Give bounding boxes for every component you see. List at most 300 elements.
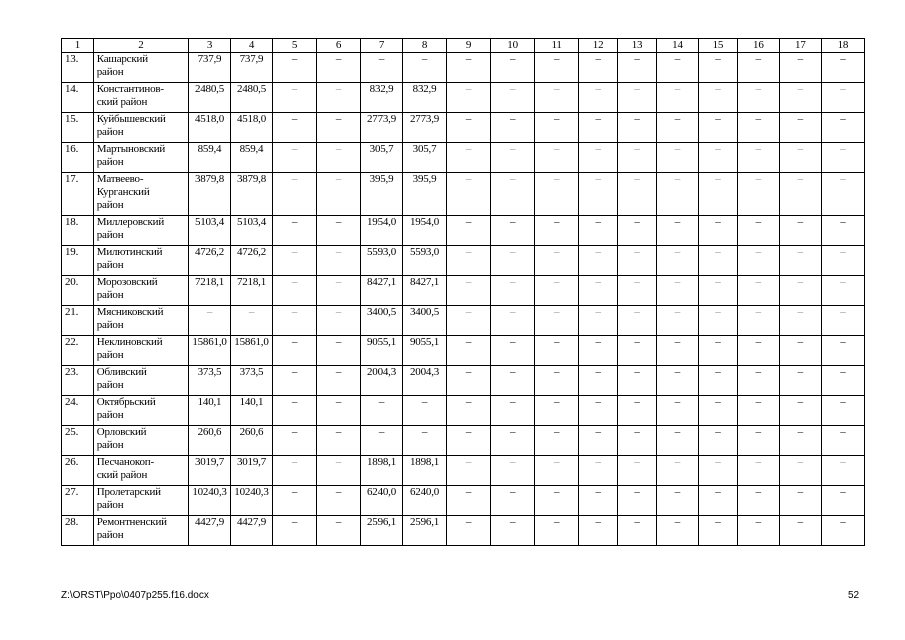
table-row	[62, 216, 865, 246]
value-cell: –	[656, 113, 698, 143]
value-cell: –	[737, 53, 779, 83]
value-cell: –	[272, 143, 316, 173]
value-cell: –	[272, 396, 316, 426]
district-name-line: ский район	[96, 96, 148, 108]
value-cell: 832,9	[361, 83, 403, 113]
row-number: 20.	[62, 276, 94, 306]
value-cell: –	[821, 113, 864, 143]
value-cell: 10240,3	[189, 486, 231, 516]
header-cell: 1	[62, 39, 94, 53]
value-cell: –	[821, 216, 864, 246]
header-cell: 6	[317, 39, 361, 53]
value-cell: –	[821, 306, 864, 336]
value-cell: –	[491, 246, 535, 276]
value-cell: 737,9	[189, 53, 231, 83]
value-cell: –	[272, 336, 316, 366]
district-name-line: район	[96, 126, 124, 138]
value-cell: –	[618, 173, 657, 216]
value-cell: –	[579, 366, 618, 396]
value-cell: –	[447, 173, 491, 216]
value-cell: 140,1	[189, 396, 231, 426]
value-cell: 260,6	[230, 426, 272, 456]
value-cell: 305,7	[361, 143, 403, 173]
value-cell: –	[535, 83, 579, 113]
district-name-line: Матвеево-	[96, 173, 144, 185]
value-cell: –	[618, 216, 657, 246]
value-cell: –	[698, 83, 737, 113]
value-cell: –	[779, 516, 821, 546]
table-row	[62, 276, 865, 306]
value-cell: 2004,3	[361, 366, 403, 396]
value-cell: –	[737, 336, 779, 366]
value-cell: –	[447, 456, 491, 486]
value-cell: 3879,8	[189, 173, 231, 216]
table-row	[62, 396, 865, 426]
value-cell: 1898,1	[361, 456, 403, 486]
district-name-line: Неклиновский	[96, 336, 163, 348]
district-name	[93, 246, 188, 276]
value-cell: –	[656, 173, 698, 216]
row-number: 13.	[62, 53, 94, 83]
value-cell: –	[491, 516, 535, 546]
value-cell: –	[821, 486, 864, 516]
district-name-line: район	[96, 156, 124, 168]
value-cell: –	[618, 486, 657, 516]
value-cell: –	[656, 143, 698, 173]
value-cell: –	[272, 173, 316, 216]
value-cell: –	[698, 143, 737, 173]
table-row	[62, 83, 865, 113]
value-cell: 10240,3	[230, 486, 272, 516]
value-cell: –	[272, 83, 316, 113]
value-cell: 15861,0	[230, 336, 272, 366]
district-name-line: Константинов-	[96, 83, 164, 95]
table-row	[62, 486, 865, 516]
value-cell: –	[535, 173, 579, 216]
value-cell: –	[579, 276, 618, 306]
value-cell: –	[618, 456, 657, 486]
header-cell: 12	[579, 39, 618, 53]
value-cell: –	[403, 396, 447, 426]
value-cell: –	[317, 143, 361, 173]
district-name-line: район	[96, 229, 124, 241]
district-name-line: Октябрьский	[96, 396, 156, 408]
value-cell: –	[698, 173, 737, 216]
table-row	[62, 336, 865, 366]
district-name	[93, 486, 188, 516]
value-cell: –	[272, 216, 316, 246]
value-cell: –	[698, 306, 737, 336]
value-cell: 3019,7	[230, 456, 272, 486]
value-cell: –	[447, 396, 491, 426]
value-cell: –	[821, 53, 864, 83]
value-cell: –	[535, 306, 579, 336]
header-cell: 18	[821, 39, 864, 53]
row-number: 25.	[62, 426, 94, 456]
value-cell: –	[656, 53, 698, 83]
value-cell: –	[821, 83, 864, 113]
district-name-line: Орловский	[96, 426, 147, 438]
value-cell: –	[535, 276, 579, 306]
value-cell: 373,5	[230, 366, 272, 396]
value-cell: –	[779, 83, 821, 113]
district-name-line: район	[96, 319, 124, 331]
value-cell: –	[618, 336, 657, 366]
district-name-line: район	[96, 349, 124, 361]
value-cell: –	[698, 426, 737, 456]
value-cell: –	[491, 83, 535, 113]
value-cell: –	[272, 113, 316, 143]
value-cell: 6240,0	[403, 486, 447, 516]
value-cell: 1954,0	[361, 216, 403, 246]
value-cell: –	[618, 516, 657, 546]
value-cell: 1954,0	[403, 216, 447, 246]
value-cell: –	[698, 113, 737, 143]
value-cell: 5103,4	[230, 216, 272, 246]
value-cell: 4518,0	[189, 113, 231, 143]
value-cell: –	[737, 486, 779, 516]
value-cell: –	[272, 276, 316, 306]
district-name	[93, 276, 188, 306]
value-cell: –	[779, 113, 821, 143]
value-cell: –	[579, 113, 618, 143]
value-cell: –	[491, 336, 535, 366]
value-cell: –	[698, 396, 737, 426]
value-cell: –	[361, 396, 403, 426]
value-cell: –	[535, 516, 579, 546]
district-name-line: Кашарский	[96, 53, 148, 65]
value-cell: –	[447, 113, 491, 143]
row-number: 16.	[62, 143, 94, 173]
header-cell: 17	[779, 39, 821, 53]
district-name-line: Милютинский	[96, 246, 163, 258]
value-cell: 2596,1	[403, 516, 447, 546]
district-name-line: ский район	[96, 469, 148, 481]
value-cell: –	[821, 143, 864, 173]
district-name	[93, 426, 188, 456]
value-cell: 9055,1	[403, 336, 447, 366]
value-cell: –	[579, 426, 618, 456]
value-cell: –	[272, 516, 316, 546]
value-cell: –	[491, 306, 535, 336]
value-cell: –	[698, 276, 737, 306]
value-cell: –	[618, 396, 657, 426]
value-cell: –	[737, 516, 779, 546]
value-cell: –	[317, 456, 361, 486]
value-cell: –	[737, 426, 779, 456]
table-row	[62, 306, 865, 336]
value-cell: –	[737, 83, 779, 113]
value-cell: –	[618, 53, 657, 83]
value-cell: –	[737, 366, 779, 396]
value-cell: 260,6	[189, 426, 231, 456]
value-cell: –	[491, 216, 535, 246]
value-cell: 8427,1	[361, 276, 403, 306]
header-cell: 8	[403, 39, 447, 53]
district-name-line: Куйбышевский	[96, 113, 166, 125]
value-cell: –	[579, 216, 618, 246]
value-cell: –	[535, 113, 579, 143]
header-cell: 9	[447, 39, 491, 53]
district-name	[93, 336, 188, 366]
value-cell: –	[535, 486, 579, 516]
row-number: 24.	[62, 396, 94, 426]
value-cell: –	[779, 486, 821, 516]
value-cell: –	[272, 366, 316, 396]
value-cell: –	[317, 53, 361, 83]
value-cell: –	[737, 306, 779, 336]
value-cell: 2480,5	[230, 83, 272, 113]
value-cell: –	[737, 216, 779, 246]
row-number: 26.	[62, 456, 94, 486]
value-cell: 6240,0	[361, 486, 403, 516]
header-cell: 13	[618, 39, 657, 53]
table-row	[62, 246, 865, 276]
value-cell: –	[779, 246, 821, 276]
value-cell: –	[491, 53, 535, 83]
value-cell: –	[779, 456, 821, 486]
value-cell: –	[698, 486, 737, 516]
value-cell: 15861,0	[189, 336, 231, 366]
value-cell: 5103,4	[189, 216, 231, 246]
value-cell: –	[447, 246, 491, 276]
value-cell: –	[698, 53, 737, 83]
value-cell: –	[579, 246, 618, 276]
district-name	[93, 53, 188, 83]
district-name-line: район	[96, 379, 124, 391]
district-name	[93, 143, 188, 173]
value-cell: –	[491, 486, 535, 516]
value-cell: 859,4	[230, 143, 272, 173]
value-cell: –	[698, 456, 737, 486]
value-cell: –	[821, 516, 864, 546]
value-cell: –	[698, 216, 737, 246]
row-number: 23.	[62, 366, 94, 396]
value-cell: –	[579, 486, 618, 516]
value-cell: –	[317, 396, 361, 426]
value-cell: –	[447, 486, 491, 516]
value-cell: –	[656, 83, 698, 113]
value-cell: –	[656, 306, 698, 336]
value-cell: –	[579, 336, 618, 366]
district-name-line: Пролетарский	[96, 486, 161, 498]
value-cell: –	[272, 53, 316, 83]
value-cell: –	[737, 246, 779, 276]
value-cell: –	[779, 306, 821, 336]
row-number: 17.	[62, 173, 94, 216]
value-cell: –	[618, 306, 657, 336]
value-cell: –	[737, 113, 779, 143]
value-cell: –	[737, 173, 779, 216]
value-cell: –	[821, 456, 864, 486]
value-cell: –	[535, 246, 579, 276]
value-cell: –	[447, 83, 491, 113]
value-cell: –	[779, 173, 821, 216]
value-cell: –	[579, 143, 618, 173]
value-cell: –	[656, 366, 698, 396]
header-cell: 4	[230, 39, 272, 53]
value-cell: –	[361, 53, 403, 83]
value-cell: 305,7	[403, 143, 447, 173]
district-name-line: район	[96, 529, 124, 541]
value-cell: –	[821, 276, 864, 306]
value-cell: –	[535, 426, 579, 456]
value-cell: 3019,7	[189, 456, 231, 486]
district-name-line: район	[96, 66, 124, 78]
district-name-line: Ремонтненский	[96, 516, 167, 528]
data-table	[61, 38, 865, 546]
value-cell: –	[317, 486, 361, 516]
value-cell: –	[737, 456, 779, 486]
value-cell: –	[737, 143, 779, 173]
value-cell: –	[579, 53, 618, 83]
value-cell: 9055,1	[361, 336, 403, 366]
district-name-line: Мартыновский	[96, 143, 166, 155]
value-cell: –	[579, 396, 618, 426]
row-number: 15.	[62, 113, 94, 143]
table-row	[62, 113, 865, 143]
value-cell: –	[447, 366, 491, 396]
value-cell: –	[535, 143, 579, 173]
value-cell: 7218,1	[230, 276, 272, 306]
value-cell: –	[618, 276, 657, 306]
district-name-line: Курганский	[96, 186, 150, 198]
value-cell: 4427,9	[230, 516, 272, 546]
value-cell: –	[698, 516, 737, 546]
value-cell: –	[317, 173, 361, 216]
value-cell: –	[821, 426, 864, 456]
district-name	[93, 366, 188, 396]
table-row	[62, 173, 865, 216]
value-cell: 2004,3	[403, 366, 447, 396]
value-cell: –	[779, 396, 821, 426]
value-cell: –	[317, 113, 361, 143]
table-row	[62, 143, 865, 173]
value-cell: –	[779, 276, 821, 306]
value-cell: –	[403, 53, 447, 83]
district-name	[93, 516, 188, 546]
value-cell: –	[821, 246, 864, 276]
value-cell: –	[535, 53, 579, 83]
row-number: 27.	[62, 486, 94, 516]
value-cell: 395,9	[403, 173, 447, 216]
value-cell: –	[272, 486, 316, 516]
table-row	[62, 426, 865, 456]
value-cell: 4726,2	[230, 246, 272, 276]
row-number: 21.	[62, 306, 94, 336]
header-cell: 3	[189, 39, 231, 53]
row-number: 14.	[62, 83, 94, 113]
value-cell: –	[821, 173, 864, 216]
district-name-line: район	[96, 199, 124, 211]
value-cell: –	[779, 336, 821, 366]
value-cell: –	[779, 143, 821, 173]
district-name	[93, 306, 188, 336]
value-cell: –	[535, 216, 579, 246]
value-cell: 7218,1	[189, 276, 231, 306]
value-cell: –	[656, 396, 698, 426]
value-cell: 1898,1	[403, 456, 447, 486]
value-cell: –	[579, 456, 618, 486]
header-cell: 2	[93, 39, 188, 53]
value-cell: 4427,9	[189, 516, 231, 546]
district-name-line: Песчанокоп-	[96, 456, 154, 468]
value-cell: –	[317, 336, 361, 366]
value-cell: –	[656, 336, 698, 366]
district-name-line: Миллеровский	[96, 216, 165, 228]
district-name	[93, 216, 188, 246]
value-cell: –	[618, 426, 657, 456]
footer-page-number: 52	[848, 590, 860, 601]
value-cell: –	[656, 516, 698, 546]
value-cell: –	[618, 113, 657, 143]
value-cell: –	[491, 366, 535, 396]
header-cell: 14	[656, 39, 698, 53]
value-cell: –	[698, 246, 737, 276]
header-cell: 5	[272, 39, 316, 53]
header-cell: 16	[737, 39, 779, 53]
value-cell: –	[821, 336, 864, 366]
value-cell: –	[317, 246, 361, 276]
value-cell: –	[491, 396, 535, 426]
district-name-line: район	[96, 439, 124, 451]
value-cell: –	[656, 276, 698, 306]
value-cell: –	[579, 516, 618, 546]
value-cell: –	[656, 426, 698, 456]
row-number: 28.	[62, 516, 94, 546]
value-cell: –	[491, 456, 535, 486]
value-cell: –	[447, 143, 491, 173]
value-cell: 2773,9	[361, 113, 403, 143]
value-cell: –	[447, 53, 491, 83]
value-cell: –	[447, 276, 491, 306]
district-name-line: Мясниковский	[96, 306, 164, 318]
value-cell: –	[779, 366, 821, 396]
value-cell: –	[618, 83, 657, 113]
value-cell: –	[821, 366, 864, 396]
value-cell: 395,9	[361, 173, 403, 216]
value-cell: –	[618, 246, 657, 276]
row-number: 22.	[62, 336, 94, 366]
value-cell: –	[447, 516, 491, 546]
value-cell: –	[535, 456, 579, 486]
district-name-line: Морозовский	[96, 276, 158, 288]
value-cell: –	[579, 83, 618, 113]
table-row	[62, 53, 865, 83]
header-cell: 11	[535, 39, 579, 53]
value-cell: –	[656, 486, 698, 516]
value-cell: –	[535, 336, 579, 366]
value-cell: –	[272, 456, 316, 486]
value-cell: 8427,1	[403, 276, 447, 306]
value-cell: –	[618, 366, 657, 396]
value-cell: –	[491, 143, 535, 173]
value-cell: 3879,8	[230, 173, 272, 216]
value-cell: –	[779, 426, 821, 456]
header-cell: 15	[698, 39, 737, 53]
row-number: 19.	[62, 246, 94, 276]
value-cell: –	[272, 306, 316, 336]
footer-file-path: Z:\ORST\Ppo\0407p255.f16.docx	[61, 590, 209, 601]
value-cell: 373,5	[189, 366, 231, 396]
value-cell: –	[272, 426, 316, 456]
value-cell: 3400,5	[361, 306, 403, 336]
value-cell: –	[579, 173, 618, 216]
district-name-line: район	[96, 289, 124, 301]
value-cell: –	[317, 83, 361, 113]
value-cell: –	[491, 113, 535, 143]
value-cell: –	[317, 366, 361, 396]
